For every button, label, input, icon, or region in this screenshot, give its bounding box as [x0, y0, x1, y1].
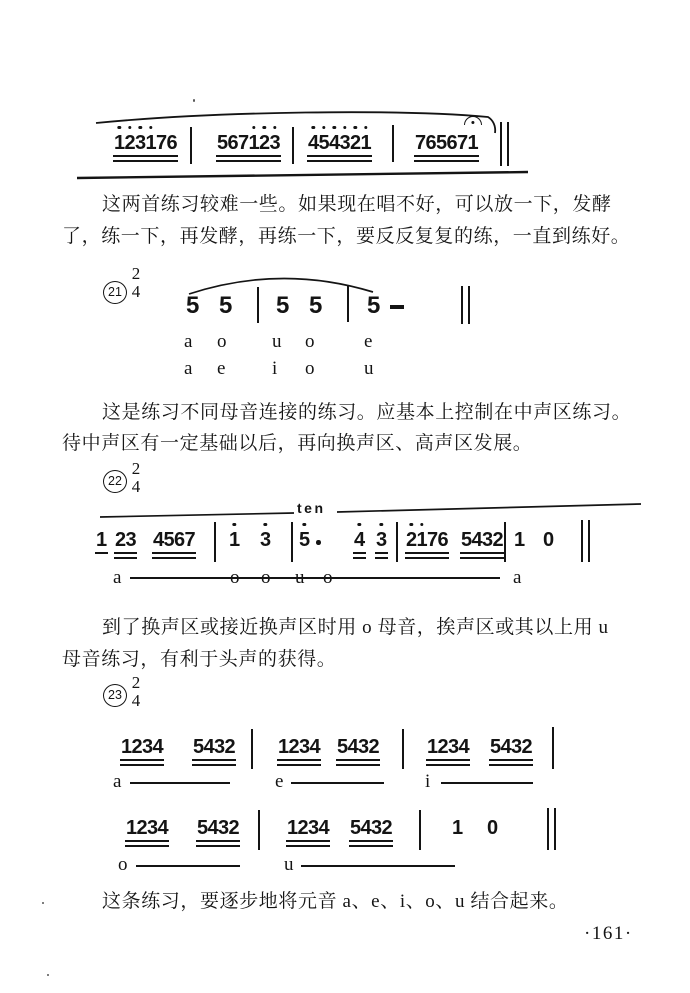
meter-denominator: 4 — [131, 477, 141, 496]
jianpu-digit: 3 — [218, 817, 230, 839]
jianpu-digit: 1 — [427, 736, 439, 758]
vowel-label: u — [295, 567, 305, 588]
vowel-label: o — [261, 567, 271, 588]
jianpu-digit: 1 — [126, 817, 138, 839]
jianpu-digit: 3 — [135, 133, 146, 153]
beam-underline — [349, 840, 393, 842]
jianpu-notegroup — [196, 818, 240, 838]
octave-dot — [233, 523, 236, 526]
vowel-label: a — [113, 567, 122, 588]
jianpu-digit: 1 — [146, 133, 157, 153]
jianpu-notegroup — [95, 530, 108, 550]
jianpu-notegroup — [460, 530, 504, 550]
jianpu-digit: 1 — [249, 133, 260, 153]
barline — [504, 522, 506, 562]
jianpu-digit: 3 — [448, 736, 460, 758]
dash-note — [390, 305, 404, 309]
jianpu-digit: 1 — [452, 817, 464, 839]
jianpu-notegroup — [259, 530, 272, 550]
octave-dot — [333, 126, 336, 129]
beam-underline — [307, 160, 372, 162]
jianpu-note: 5 — [367, 292, 381, 319]
octave-dot — [354, 126, 357, 129]
melisma-line — [339, 577, 500, 579]
beam-underline — [113, 160, 178, 162]
meter-denominator: 4 — [131, 691, 141, 710]
beam-underline — [114, 552, 137, 554]
octave-dot — [312, 126, 315, 129]
barline — [291, 522, 293, 562]
jianpu-notegroup — [286, 818, 330, 838]
vowel-label: o — [305, 358, 315, 379]
exercise-number-badge: 23 — [103, 684, 127, 707]
jianpu-notegroup — [277, 737, 321, 757]
beam-underline — [405, 552, 449, 554]
jianpu-note: 5 — [219, 292, 233, 319]
vowel-label: u — [284, 854, 294, 875]
jianpu-digit: 2 — [136, 817, 148, 839]
beam-underline — [113, 155, 178, 157]
beam-underline — [426, 759, 470, 761]
vowel-label: e — [364, 331, 373, 352]
barline — [396, 522, 398, 562]
jianpu-digit: 3 — [299, 736, 311, 758]
jianpu-digit: 2 — [228, 817, 240, 839]
jianpu-digit: 2 — [297, 817, 309, 839]
jianpu-digit: 4 — [347, 736, 359, 758]
paragraph-line: 到了换声区或接近换声区时用 o 母音，挨声区或其以上用 u — [102, 617, 609, 638]
beam-underline — [336, 764, 380, 766]
meter-numerator: 2 — [131, 673, 141, 692]
beam-underline — [414, 155, 479, 157]
octave-dot — [322, 126, 325, 129]
beam-underline — [192, 764, 236, 766]
octave-dot — [139, 126, 142, 129]
barline — [292, 127, 294, 164]
jianpu-digit: 7 — [427, 529, 439, 551]
beam-underline — [216, 155, 281, 157]
jianpu-digit: 2 — [437, 736, 449, 758]
vowel-label: a — [184, 331, 193, 352]
augmentation-dot — [316, 540, 321, 545]
beam-underline — [277, 759, 321, 761]
double-barline — [581, 520, 590, 562]
jianpu-digit: 3 — [214, 736, 226, 758]
jianpu-digit: 4 — [308, 133, 319, 153]
jianpu-digit: 4 — [360, 817, 372, 839]
jianpu-digit: 1 — [121, 736, 133, 758]
octave-dot — [263, 126, 266, 129]
jianpu-notegroup — [375, 530, 388, 550]
barline — [402, 729, 404, 769]
jianpu-digit: 4 — [500, 736, 512, 758]
jianpu-digit: 5 — [197, 817, 209, 839]
jianpu-notegroup — [451, 818, 464, 838]
beam-underline — [95, 552, 108, 554]
octave-dot — [273, 126, 276, 129]
jianpu-digit: 5 — [461, 529, 473, 551]
jianpu-notegroup — [489, 737, 533, 757]
barline — [419, 810, 421, 850]
jianpu-digit: 4 — [471, 529, 483, 551]
vowel-label: e — [217, 358, 226, 379]
beam-underline — [286, 840, 330, 842]
jianpu-digit: 3 — [147, 817, 159, 839]
jianpu-digit: 7 — [457, 132, 469, 154]
jianpu-digit: 1 — [229, 530, 240, 550]
beam-underline — [405, 557, 449, 559]
jianpu-digit: 3 — [371, 817, 383, 839]
barline — [251, 729, 253, 769]
jianpu-digit: 3 — [482, 529, 494, 551]
jianpu-digit: 5 — [490, 736, 502, 758]
barline — [214, 522, 216, 562]
octave-dot — [410, 523, 413, 526]
beam-underline — [114, 557, 137, 559]
jianpu-digit: 2 — [350, 133, 361, 153]
jianpu-digit: 1 — [114, 133, 125, 153]
octave-dot — [252, 126, 255, 129]
jianpu-digit: 4 — [309, 736, 321, 758]
paragraph-line: 这是练习不同母音连接的练习。应基本上控制在中声区练习。 — [102, 402, 632, 423]
beam-underline — [196, 840, 240, 842]
jianpu-note: 5 — [309, 292, 323, 319]
paragraph-line: 待中声区有一定基础以后，再向换声区、高声区发展。 — [62, 433, 533, 454]
jianpu-digit: 2 — [125, 133, 136, 153]
jianpu-note: 5 — [276, 292, 290, 319]
double-barline — [461, 286, 470, 324]
jianpu-notegroup — [353, 530, 366, 550]
jianpu-digit: 1 — [468, 133, 479, 153]
melisma-line — [301, 865, 455, 867]
jianpu-notegroup — [114, 530, 137, 550]
jianpu-digit: 0 — [487, 817, 499, 839]
paragraph-line: 这条练习，要逐步地将元音 a、e、i、o、u 结合起来。 — [102, 891, 569, 912]
octave-dot — [380, 523, 383, 526]
melisma-line — [136, 865, 240, 867]
scan-speck — [47, 974, 49, 976]
barline — [347, 286, 349, 322]
vowel-label: a — [113, 771, 122, 792]
jianpu-digit: 7 — [156, 132, 168, 154]
vowel-label: u — [364, 358, 374, 379]
jianpu-digit: 7 — [238, 132, 250, 154]
octave-dot — [264, 523, 267, 526]
time-signature — [126, 674, 146, 710]
jianpu-digit: 6 — [425, 132, 437, 154]
jianpu-notegroup — [228, 530, 241, 550]
octave-dot — [118, 126, 121, 129]
barline — [190, 127, 192, 164]
jianpu-digit: 3 — [358, 736, 370, 758]
meter-denominator: 4 — [131, 282, 141, 301]
meter-numerator: 2 — [131, 459, 141, 478]
vowel-label: o — [118, 854, 128, 875]
jianpu-digit: 7 — [184, 529, 196, 551]
barline — [552, 727, 554, 769]
jianpu-digit: 1 — [417, 530, 428, 550]
beam-underline — [216, 160, 281, 162]
jianpu-notegroup — [349, 818, 393, 838]
vowel-label: o — [217, 331, 227, 352]
beam-underline — [489, 759, 533, 761]
jianpu-digit: 2 — [492, 529, 504, 551]
jianpu-notegroup — [486, 818, 499, 838]
octave-dot — [149, 126, 152, 129]
jianpu-measure — [307, 133, 372, 153]
beam-underline — [152, 557, 196, 559]
jianpu-digit: 0 — [543, 529, 555, 551]
beam-underline — [125, 840, 169, 842]
beam-underline — [353, 552, 366, 554]
jianpu-digit: 1 — [287, 817, 299, 839]
jianpu-digit: 2 — [131, 736, 143, 758]
jianpu-digit: 6 — [446, 132, 458, 154]
jianpu-digit: 3 — [308, 817, 320, 839]
jianpu-digit: 1 — [278, 736, 290, 758]
jianpu-measure — [113, 133, 178, 153]
jianpu-digit: 3 — [260, 530, 271, 550]
jianpu-digit: 6 — [166, 132, 178, 154]
beam-underline — [460, 557, 504, 559]
beam-underline — [489, 764, 533, 766]
meter-numerator: 2 — [131, 264, 141, 283]
jianpu-notegroup — [120, 737, 164, 757]
beam-underline — [349, 845, 393, 847]
exercise-number-badge: 22 — [103, 470, 127, 493]
jianpu-digit: 2 — [406, 530, 417, 550]
jianpu-digit: 5 — [163, 529, 175, 551]
jianpu-digit: 1 — [361, 133, 372, 153]
jianpu-digit: 4 — [207, 817, 219, 839]
jianpu-digit: 3 — [270, 133, 281, 153]
jianpu-digit: 5 — [436, 132, 448, 154]
time-signature — [126, 265, 146, 301]
barline — [258, 810, 260, 850]
vowel-label: e — [275, 771, 284, 792]
jianpu-digit: 5 — [319, 133, 330, 153]
beam-underline — [286, 845, 330, 847]
jianpu-digit: 3 — [340, 133, 351, 153]
exercise-number-badge: 21 — [103, 281, 127, 304]
jianpu-notegroup — [542, 530, 555, 550]
jianpu-notegroup — [405, 530, 449, 550]
jianpu-digit: 3 — [376, 530, 387, 550]
tenuto-marking: ten — [297, 500, 326, 516]
jianpu-digit: 2 — [381, 817, 393, 839]
vowel-label: i — [272, 358, 278, 379]
jianpu-digit: 2 — [521, 736, 533, 758]
jianpu-measure — [216, 133, 281, 153]
vowel-label: o — [230, 567, 240, 588]
jianpu-digit: 5 — [193, 736, 205, 758]
octave-dot — [343, 126, 346, 129]
jianpu-digit: 5 — [299, 530, 310, 550]
double-barline — [547, 808, 556, 850]
octave-dot — [364, 126, 367, 129]
jianpu-notegroup — [513, 530, 526, 550]
jianpu-digit: 5 — [337, 736, 349, 758]
page-number: ·161· — [584, 923, 633, 944]
beam-underline — [192, 759, 236, 761]
beam-underline — [277, 764, 321, 766]
octave-dot — [358, 523, 361, 526]
beam-underline — [125, 845, 169, 847]
jianpu-digit: 2 — [259, 133, 270, 153]
barline — [392, 125, 394, 162]
vowel-label: i — [425, 771, 431, 792]
beam-underline — [460, 552, 504, 554]
melisma-line — [130, 782, 230, 784]
jianpu-notegroup — [125, 818, 169, 838]
vowel-label: u — [272, 331, 282, 352]
jianpu-digit: 4 — [354, 530, 365, 550]
jianpu-digit: 5 — [350, 817, 362, 839]
jianpu-note: 5 — [186, 292, 200, 319]
jianpu-digit: 2 — [224, 736, 236, 758]
beam-underline — [196, 845, 240, 847]
jianpu-digit: 4 — [458, 736, 470, 758]
jianpu-digit: 6 — [437, 529, 449, 551]
jianpu-notegroup — [426, 737, 470, 757]
jianpu-notegroup — [336, 737, 380, 757]
beam-underline — [414, 160, 479, 162]
jianpu-digit: 7 — [415, 132, 427, 154]
beam-underline — [426, 764, 470, 766]
jianpu-digit: 4 — [329, 133, 340, 153]
vowel-label: o — [323, 567, 333, 588]
jianpu-measure — [414, 133, 479, 153]
jianpu-digit: 2 — [288, 736, 300, 758]
beam-underline — [152, 552, 196, 554]
jianpu-notegroup — [298, 530, 311, 550]
jianpu-digit: 3 — [142, 736, 154, 758]
paragraph-line: 母音练习，有利于头声的获得。 — [62, 649, 337, 670]
beam-underline — [375, 557, 388, 559]
jianpu-notegroup — [152, 530, 196, 550]
melisma-line — [441, 782, 533, 784]
jianpu-digit: 3 — [125, 529, 137, 551]
scan-speck — [42, 902, 44, 904]
scan-speck — [193, 99, 195, 102]
jianpu-digit: 1 — [514, 529, 526, 551]
jianpu-digit: 2 — [368, 736, 380, 758]
jianpu-digit: 4 — [152, 736, 164, 758]
melisma-line — [291, 782, 384, 784]
beam-underline — [375, 552, 388, 554]
octave-dot — [303, 523, 306, 526]
jianpu-digit: 3 — [511, 736, 523, 758]
beam-underline — [120, 764, 164, 766]
paragraph-line: 这两首练习较难一些。如果现在唱不好，可以放一下，发酵 — [102, 194, 612, 215]
jianpu-digit: 2 — [115, 529, 127, 551]
paragraph-line: 了，练一下，再发酵，再练一下，要反反复复的练，一直到练好。 — [62, 226, 631, 247]
beam-underline — [336, 759, 380, 761]
jianpu-digit: 1 — [96, 529, 108, 551]
vowel-label: a — [513, 567, 522, 588]
jianpu-digit: 6 — [174, 529, 186, 551]
octave-dot — [128, 126, 131, 129]
barline — [257, 287, 259, 323]
jianpu-digit: 4 — [203, 736, 215, 758]
beam-underline — [353, 557, 366, 559]
jianpu-digit: 4 — [157, 817, 169, 839]
beam-underline — [307, 155, 372, 157]
jianpu-digit: 4 — [318, 817, 330, 839]
jianpu-notegroup — [192, 737, 236, 757]
jianpu-digit: 4 — [153, 529, 165, 551]
time-signature — [126, 460, 146, 496]
double-barline — [500, 122, 509, 166]
vowel-label: o — [305, 331, 315, 352]
jianpu-digit: 6 — [227, 132, 239, 154]
vowel-label: a — [184, 358, 193, 379]
beam-underline — [120, 759, 164, 761]
fermata-icon — [464, 116, 482, 125]
jianpu-digit: 5 — [217, 132, 229, 154]
octave-dot — [420, 523, 423, 526]
